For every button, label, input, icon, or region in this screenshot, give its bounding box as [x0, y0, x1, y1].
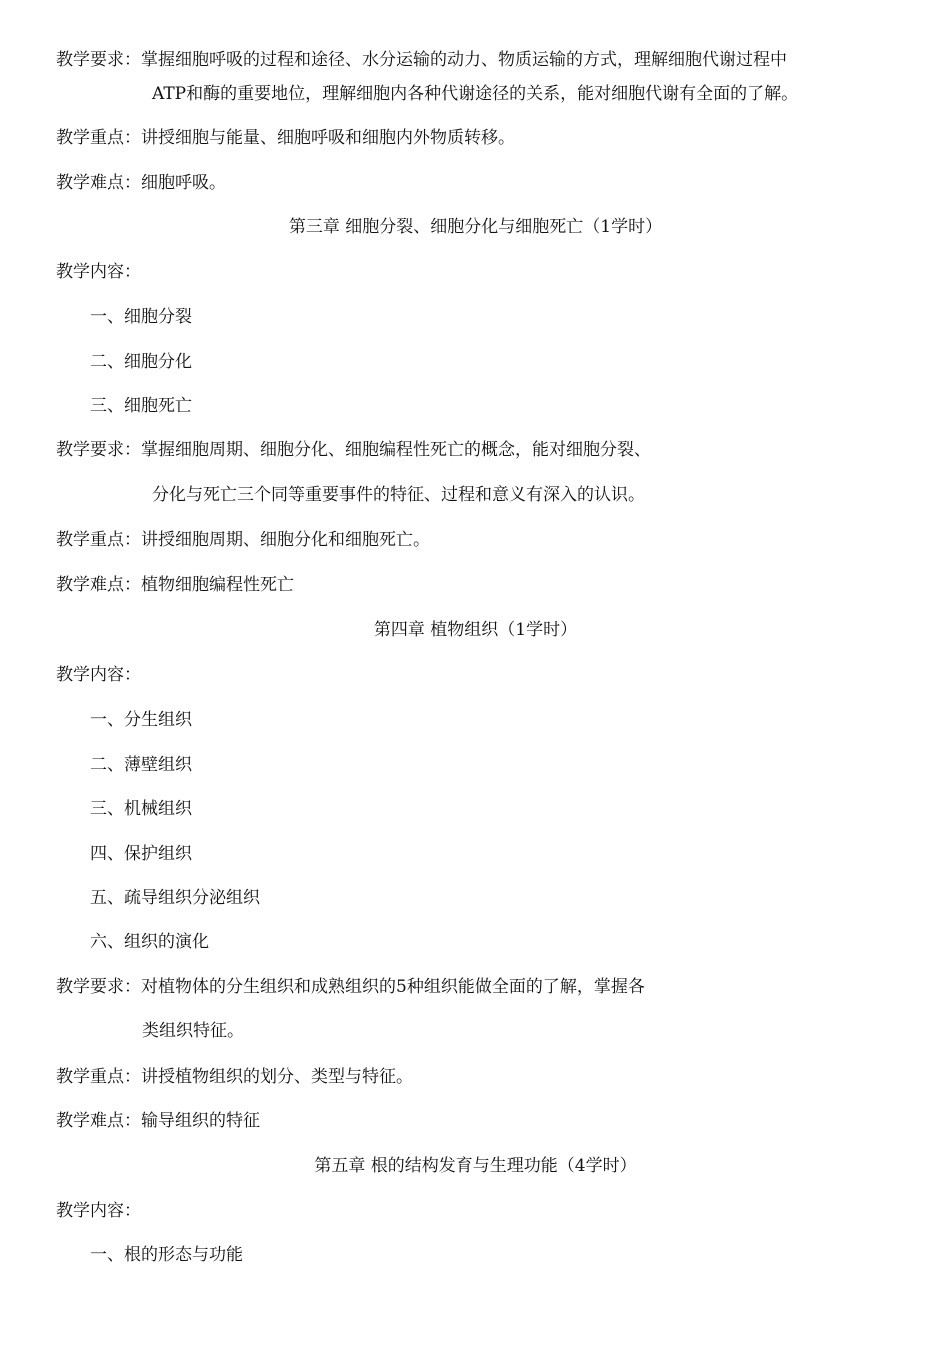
- chapter-3-title: 第三章 细胞分裂、细胞分化与细胞死亡（1学时）: [288, 217, 663, 237]
- list-item: 六、组织的演化: [90, 932, 209, 952]
- chapter-4-req-line-1: [56, 977, 645, 997]
- list-item: 二、细胞分化: [90, 352, 192, 372]
- difficulty-label: 教学难点：: [56, 575, 141, 595]
- chapter-5-title: 第五章 根的结构发育与生理功能（4学时）: [314, 1156, 637, 1176]
- focus-text: 讲授植物组织的划分、类型与特征。: [141, 1067, 413, 1087]
- list-item: 三、细胞死亡: [90, 396, 192, 416]
- list-item: 二、薄壁组织: [90, 755, 192, 775]
- list-item: 一、细胞分裂: [90, 307, 192, 327]
- req-text: 对植物体的分生组织和成熟组织的5种组织能做全面的了解，掌握各: [141, 977, 645, 997]
- req-label: 教学要求：: [56, 977, 141, 997]
- focus-text: 讲授细胞周期、细胞分化和细胞死亡。: [141, 530, 430, 550]
- req-text: 掌握细胞周期、细胞分化、细胞编程性死亡的概念，能对细胞分裂、: [141, 440, 651, 460]
- chapter-3-req-line-1: [56, 440, 651, 460]
- list-item: 四、保护组织: [90, 844, 192, 864]
- req-line-1: [56, 50, 787, 70]
- chapter-4-title: 第四章 植物组织（1学时）: [373, 620, 578, 640]
- req-line-2: ATP和酶的重要地位，理解细胞内各种代谢途径的关系，能对细胞代谢有全面的了解。: [152, 84, 799, 104]
- focus-text: 讲授细胞与能量、细胞呼吸和细胞内外物质转移。: [141, 128, 515, 148]
- list-item: 一、根的形态与功能: [90, 1245, 243, 1265]
- difficulty-line: [56, 173, 226, 193]
- chapter-3-difficulty-line: [56, 575, 294, 595]
- req-text: 掌握细胞呼吸的过程和途径、水分运输的动力、物质运输的方式，理解细胞代谢过程中: [141, 50, 787, 70]
- focus-label: 教学重点：: [56, 1067, 141, 1087]
- list-item: 三、机械组织: [90, 799, 192, 819]
- chapter-4-difficulty-line: [56, 1111, 260, 1131]
- chapter-4-req-line-2: 类组织特征。: [142, 1021, 244, 1041]
- list-item: 一、分生组织: [90, 710, 192, 730]
- req-label: 教学要求：: [56, 440, 141, 460]
- focus-line: [56, 128, 515, 148]
- chapter-3-focus-line: [56, 530, 430, 550]
- difficulty-text: 细胞呼吸。: [141, 173, 226, 193]
- chapter-3-req-line-2: 分化与死亡三个同等重要事件的特征、过程和意义有深入的认识。: [152, 485, 645, 505]
- chapter-4-content-label: 教学内容：: [56, 665, 141, 685]
- list-item: 五、疏导组织分泌组织: [90, 888, 260, 908]
- difficulty-text: 植物细胞编程性死亡: [141, 575, 294, 595]
- focus-label: 教学重点：: [56, 530, 141, 550]
- chapter-3-content-label: 教学内容：: [56, 262, 141, 282]
- chapter-4-focus-line: [56, 1067, 413, 1087]
- focus-label: 教学重点：: [56, 128, 141, 148]
- difficulty-text: 输导组织的特征: [141, 1111, 260, 1131]
- difficulty-label: 教学难点：: [56, 173, 141, 193]
- difficulty-label: 教学难点：: [56, 1111, 141, 1131]
- req-label: 教学要求：: [56, 50, 141, 70]
- chapter-5-content-label: 教学内容：: [56, 1201, 141, 1221]
